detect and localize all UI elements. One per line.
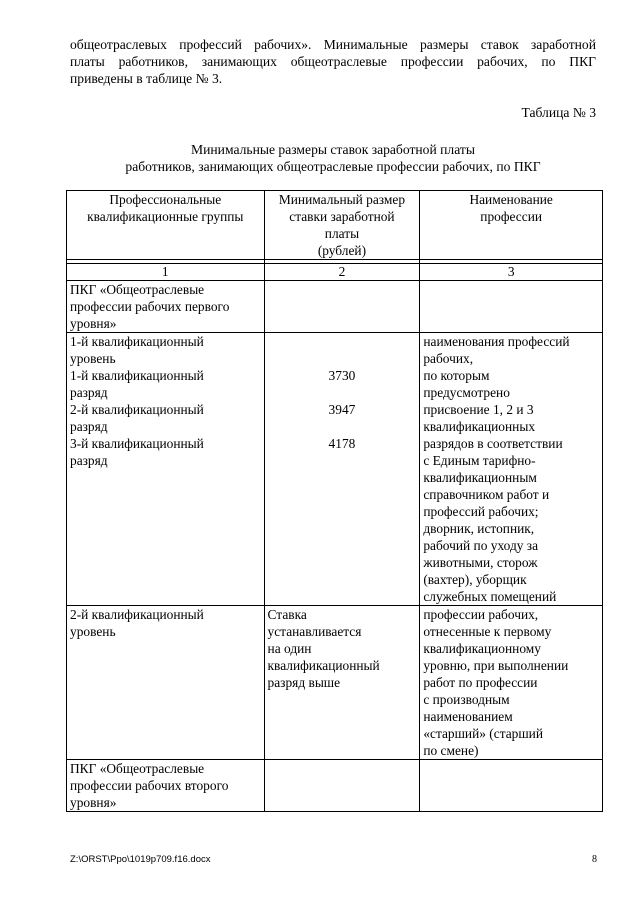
profession-text: по которым xyxy=(423,368,490,383)
profession-text: квалификационным xyxy=(423,470,537,485)
level-label-text: 1-й квалификационный xyxy=(70,368,204,383)
empty-cell xyxy=(420,281,603,333)
profession-text: уровню, при выполнении xyxy=(423,658,569,673)
footer-file-path: Z:\ORST\Ppo\1019p709.f16.docx xyxy=(70,854,211,865)
profession-text: по смене) xyxy=(423,743,479,758)
table-title-line: работников, занимающих общеотраслевые профессии рабочих, по ПКГ xyxy=(125,159,541,174)
profession-text: квалификационному xyxy=(423,641,541,656)
page-number: 8 xyxy=(592,854,597,865)
profession-text: рабочий по уходу за xyxy=(423,538,539,553)
profession-text: работ по профессии xyxy=(423,675,538,690)
salary-table xyxy=(66,190,603,812)
profession-text: квалификационных xyxy=(423,419,536,434)
level-label-cell xyxy=(67,333,265,606)
spacer xyxy=(268,418,417,435)
rate-text: Ставка xyxy=(267,607,307,622)
column-number-row xyxy=(67,264,603,281)
column-number: 2 xyxy=(264,264,420,281)
intro-line: общеотраслевых профессий рабочих». Минимальные размеры ставок заработной xyxy=(70,37,596,52)
table-title xyxy=(70,141,596,175)
level-label-text: разряд xyxy=(70,419,108,434)
table-row-group1 xyxy=(67,281,603,333)
table-row-group2 xyxy=(67,760,603,812)
header-text: квалификационные группы xyxy=(87,209,244,224)
rate-value: 3730 xyxy=(328,368,356,383)
profession-text: животными, сторож xyxy=(423,555,538,570)
spacer xyxy=(268,384,417,401)
profession-text: с Единым тарифно- xyxy=(423,453,536,468)
group-title-text: ПКГ «Общеотраслевые xyxy=(70,761,205,776)
group-title-text: профессии рабочих первого xyxy=(70,299,230,314)
profession-text: служебных помещений xyxy=(423,589,557,604)
level-label-text: 2-й квалификационный xyxy=(70,402,204,417)
intro-line: приведены в таблице № 3. xyxy=(70,71,223,86)
intro-paragraph xyxy=(70,36,596,87)
rate-text: разряд выше xyxy=(267,675,341,690)
spacer xyxy=(268,350,417,367)
profession-text: профессий рабочих; xyxy=(423,504,539,519)
profession-text: наименования профессий xyxy=(423,334,570,349)
level-label-text: разряд xyxy=(70,453,108,468)
level-label-text: уровень xyxy=(70,624,116,639)
empty-cell xyxy=(264,281,420,333)
profession-text: справочником работ и xyxy=(423,487,550,502)
group-title-text: ПКГ «Общеотраслевые xyxy=(70,282,205,297)
profession-text: профессии рабочих, xyxy=(423,607,539,622)
profession-text: отнесенные к первому xyxy=(423,624,552,639)
rate-text: на один xyxy=(267,641,312,656)
column-number: 3 xyxy=(420,264,603,281)
header-text: платы xyxy=(324,226,360,241)
profession-text: разрядов в соответствии xyxy=(423,436,563,451)
rate-text: устанавливается xyxy=(267,624,362,639)
profession-text: наименованием xyxy=(423,709,513,724)
group-title-cell xyxy=(67,760,265,812)
group-title-text: уровня» xyxy=(70,316,117,331)
header-cell-rate xyxy=(264,191,420,260)
group-title-text: профессии рабочих второго xyxy=(70,778,229,793)
profession-text: предусмотрено xyxy=(423,385,510,400)
profession-text: дворник, истопник, xyxy=(423,521,535,536)
rate-value: 4178 xyxy=(328,436,356,451)
rate-value: 3947 xyxy=(328,402,356,417)
table-row-level2 xyxy=(67,606,603,760)
group-title-text: уровня» xyxy=(70,795,117,810)
header-cell-profession xyxy=(420,191,603,260)
empty-cell xyxy=(420,760,603,812)
profession-text: (вахтер), уборщик xyxy=(423,572,527,587)
level-label-text: разряд xyxy=(70,385,108,400)
table-title-line: Минимальные размеры ставок заработной платы xyxy=(191,142,475,157)
level-label-text: 2-й квалификационный xyxy=(70,607,204,622)
group-title-cell xyxy=(67,281,265,333)
empty-cell xyxy=(264,760,420,812)
rate-cell xyxy=(264,606,420,760)
rate-text: квалификационный xyxy=(267,658,380,673)
column-number: 1 xyxy=(67,264,265,281)
header-text: (рублей) xyxy=(317,243,367,258)
rate-cell xyxy=(264,333,420,606)
header-text: профессии xyxy=(480,209,543,224)
profession-text: «старший» (старший xyxy=(423,726,544,741)
profession-text: присвоение 1, 2 и 3 xyxy=(423,402,534,417)
table-row-level1 xyxy=(67,333,603,606)
profession-cell xyxy=(420,333,603,606)
level-label-cell xyxy=(67,606,265,760)
header-text: ставки заработной xyxy=(289,209,395,224)
level-label-text: 1-й квалификационный xyxy=(70,334,204,349)
header-cell-groups xyxy=(67,191,265,260)
profession-text: с производным xyxy=(423,692,510,707)
profession-cell xyxy=(420,606,603,760)
header-text: Минимальный размер xyxy=(278,192,406,207)
level-label-text: уровень xyxy=(70,351,116,366)
intro-line: платы работников, занимающих общеотраслевые профессии рабочих, по ПКГ xyxy=(70,54,596,69)
spacer xyxy=(268,333,417,350)
profession-text: рабочих, xyxy=(423,351,474,366)
header-text: Профессиональные xyxy=(109,192,222,207)
header-text: Наименование xyxy=(469,192,553,207)
level-label-text: 3-й квалификационный xyxy=(70,436,204,451)
table-number: Таблица № 3 xyxy=(521,105,596,120)
table-header-row xyxy=(67,191,603,260)
